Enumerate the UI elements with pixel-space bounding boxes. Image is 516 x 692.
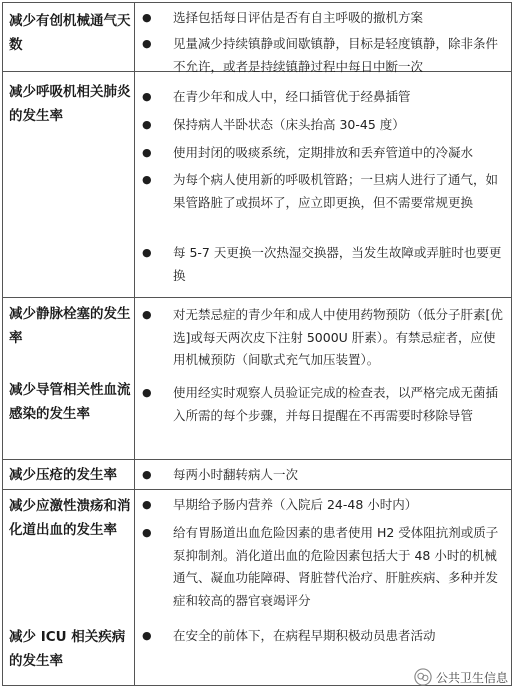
list-item: 给有胃肠道出血危险因素的患者使用 H2 受体阻抗剂或质子泵抑制剂。消化道出血的危险因素包括大于 48 小时的机械通气、凝血功能障碍、肾脏替代治疗、肝脏疾病、多种并发症和较高的器官衰竭评分 <box>173 525 499 608</box>
bullet-icon: ● <box>142 246 152 259</box>
bullet-icon: ● <box>142 498 152 511</box>
table-row <box>3 72 511 298</box>
bullet-icon: ● <box>142 118 152 131</box>
watermark-text: 公共卫生信息 <box>435 670 508 685</box>
row-label: 减少压疮的发生率 <box>9 467 117 483</box>
list-item: 在青少年和成人中，经口插管优于经鼻插管 <box>173 89 411 104</box>
wechat-account-icon <box>414 668 432 686</box>
list-item: 对无禁忌症的青少年和成人中使用药物预防（低分子肝素[优选]或每天两次皮下注射 5000U 肝素）。有禁忌症者，应使用机械预防（间歇式充气加压装置）。 <box>173 307 503 367</box>
list-item: 在安全的前体下，在病程早期积极动员患者活动 <box>173 628 436 643</box>
row-label: 减少 ICU 相关疾病的发生率 <box>9 629 126 669</box>
list-item: 每两小时翻转病人一次 <box>173 467 299 482</box>
bullet-icon: ● <box>142 173 152 186</box>
list-item: 使用封闭的吸痰系统，定期排放和丢弃管道中的冷凝水 <box>173 145 474 160</box>
table-row <box>3 490 511 685</box>
table-row <box>3 3 511 72</box>
bullet-icon: ● <box>142 386 152 399</box>
bullet-icon: ● <box>142 11 152 24</box>
row-label: 减少呼吸机相关肺炎的发生率 <box>9 84 131 124</box>
table-row <box>3 460 511 490</box>
bullet-icon: ● <box>142 146 152 159</box>
list-item: 早期给予肠内营养（入院后 24-48 小时内） <box>173 497 418 512</box>
list-item: 为每个病人使用新的呼吸机管路；一旦病人进行了通气，如果管路脏了或损坏了，应立即更换，但不需要常规更换 <box>173 172 499 210</box>
bullet-icon: ● <box>142 308 152 321</box>
list-item: 使用经实时观察人员验证完成的检查表，以严格完成无菌插入所需的每个步骤，并每日提醒在不再需要时移除导管 <box>173 385 499 423</box>
bullet-icon: ● <box>142 629 152 642</box>
list-item: 每 5-7 天更换一次热湿交换器，当发生故障或弄脏时也要更换 <box>173 245 502 283</box>
bullet-icon: ● <box>142 526 152 539</box>
bullet-icon: ● <box>142 37 152 50</box>
recommendations-table <box>2 2 512 686</box>
table-row <box>3 298 511 460</box>
row-label: 减少有创机械通气天数 <box>9 13 131 53</box>
bullet-icon: ● <box>142 90 152 103</box>
row-label: 减少导管相关性血流感染的发生率 <box>9 382 131 422</box>
list-item: 选择包括每日评估是否有自主呼吸的撤机方案 <box>173 10 424 25</box>
list-item: 保持病人半卧状态（床头抬高 30-45 度） <box>173 117 405 132</box>
list-item: 见量减少持续镇静或间歇镇静，目标是轻度镇静，除非条件不允许，或者是持续镇静过程中每日中断一次 <box>173 36 499 74</box>
row-label: 减少应激性溃疡和消化道出血的发生率 <box>9 498 131 538</box>
bullet-icon: ● <box>142 468 152 481</box>
watermark <box>414 666 508 688</box>
row-label: 减少静脉栓塞的发生率 <box>9 306 131 346</box>
